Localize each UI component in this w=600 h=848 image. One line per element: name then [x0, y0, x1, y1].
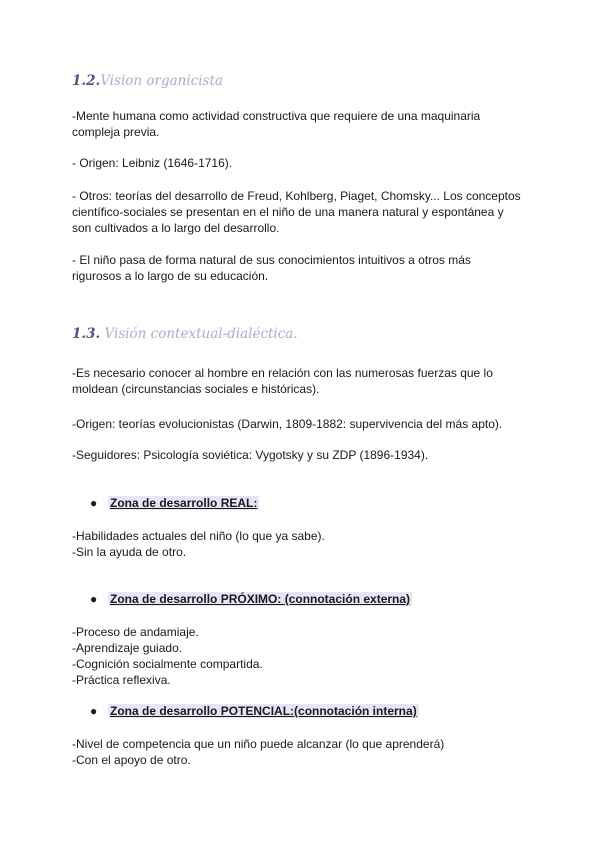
bullet-icon: ● — [90, 592, 98, 606]
paragraph-line: -Origen: teorías evolucionistas (Darwin, 1809-1882: supervivencia del más apto). — [72, 417, 503, 431]
paragraph-line: - Otros: teorías del desarrollo de Freud, Kohlberg, Piaget, Chomsky... Los conceptos — [72, 189, 521, 203]
list-item: -Proceso de andamiaje. — [72, 625, 199, 639]
section-title: Vision organicista — [100, 73, 223, 89]
paragraph-line: -Es necesario conocer al hombre en relación con las numerosas fuerzas que lo — [72, 366, 493, 380]
paragraph-line: - El niño pasa de forma natural de sus conocimientos intuitivos a otros más — [72, 253, 471, 267]
section-number: 1.2. — [72, 73, 101, 89]
zone-label: Zona de desarrollo PRÓXIMO: (connotación externa) — [110, 592, 411, 606]
paragraph-line: científico-sociales se presentan en el niño de una manera natural y espontánea y — [72, 205, 504, 219]
zone-label: Zona de desarrollo REAL: — [110, 496, 258, 510]
paragraph-line: - Origen: Leibniz (1646-1716). — [72, 156, 233, 170]
zone-heading-potencial — [90, 703, 419, 719]
zone-heading-proximo — [90, 591, 412, 607]
list-item: -Habilidades actuales del niño (lo que ya sabe). — [72, 529, 325, 543]
list-item: -Cognición socialmente compartida. — [72, 657, 263, 671]
list-item: -Práctica reflexiva. — [72, 673, 171, 687]
zone-heading-real — [90, 495, 259, 511]
bullet-icon: ● — [90, 496, 98, 510]
bullet-icon: ● — [90, 704, 98, 718]
section-heading-1-2 — [72, 73, 223, 89]
paragraph-line: compleja previa. — [72, 125, 160, 139]
paragraph-line: -Mente humana como actividad constructiva que requiere de una maquinaria — [72, 109, 481, 123]
section-number: 1.3. — [72, 326, 101, 342]
paragraph-line: -Seguidores: Psicología soviética: Vygotsky y su ZDP (1896-1934). — [72, 448, 429, 462]
section-heading-1-3 — [72, 326, 298, 342]
list-item: -Aprendizaje guiado. — [72, 641, 183, 655]
section-title: Visión contextual-dialéctica. — [104, 326, 298, 342]
list-item: -Con el apoyo de otro. — [72, 753, 191, 767]
paragraph-line: rigurosos a lo largo de su educación. — [72, 269, 269, 283]
paragraph-line: moldean (circunstancias sociales e históricas). — [72, 382, 320, 396]
list-item: -Sin la ayuda de otro. — [72, 545, 187, 559]
list-item: -Nivel de competencia que un niño puede alcanzar (lo que aprenderá) — [72, 737, 445, 751]
zone-label: Zona de desarrollo POTENCIAL:(connotación interna) — [110, 704, 417, 718]
paragraph-line: son cultivados a lo largo del desarrollo. — [72, 221, 280, 235]
